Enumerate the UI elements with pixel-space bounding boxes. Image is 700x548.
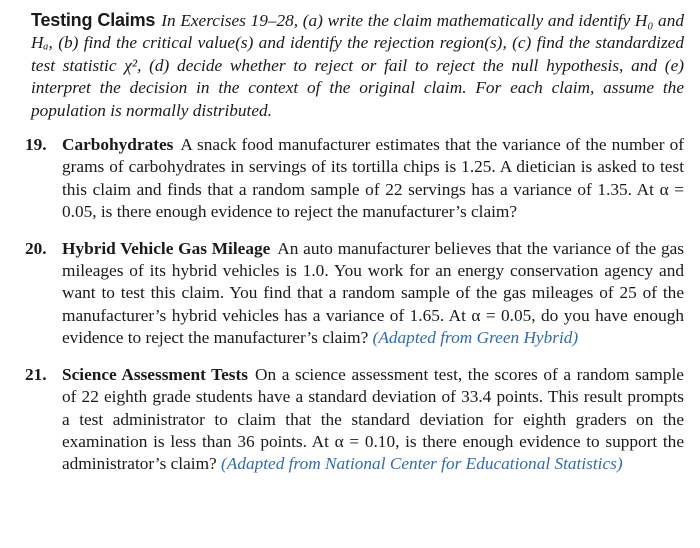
exercise-number: 20. — [25, 238, 47, 258]
exercise-item — [25, 364, 684, 476]
instructions-paragraph — [31, 9, 684, 122]
exercise-text: A snack food manufacturer estimates that the variance of the number of grams of carbohydrates in servings of its tortilla chips is 1.25. A dietician is asked to test this claim and finds that a random sample of 22 servings has a variance of 1.35. At α = 0.05, is there enough evidence to reject the manufacturer’s claim? — [62, 135, 684, 222]
exercise-number: 19. — [25, 135, 47, 155]
exercise-title: Hybrid Vehicle Gas Mileage — [62, 238, 271, 258]
exercise-text: An auto manufacturer believes that the variance of the gas mileages of its hybrid vehicles is 1.0. You work for an energy conservation agency and want to test this claim. You find that a random sample of the gas mileages of 25 of the manufacturer’s hybrid vehicles has a variance of 1.65. At α = 0.05, do you have enough evidence to reject the manufacturer’s claim? — [62, 238, 685, 348]
section-heading: Testing Claims — [31, 10, 156, 30]
instructions-text: In Exercises 19–28, (a) write the claim mathematically and identify H₀ and Hₐ, (b) find the critical value(s) and identify the rejection region(s), (c) find the standardized test statistic χ², (d) decide whether to reject or fail to reject the null hypothesis, and (e) interpret the decision in the context of the original claim. For each claim, assume the population is normally distributed. — [31, 11, 684, 120]
exercise-title: Science Assessment Tests — [62, 364, 248, 384]
exercise-text: On a science assessment test, the scores of a random sample of 22 eighth grade students have a standard deviation of 33.4 points. This result prompts a test administrator to claim that the standard deviation for eighth graders on the examination is less than 36 points. At α = 0.10, is there enough evidence to support the administrator’s claim? — [62, 364, 684, 474]
exercise-item — [25, 134, 684, 224]
exercise-number: 21. — [25, 364, 47, 384]
exercise-item — [25, 238, 685, 350]
exercise-source: (Adapted from Green Hybrid) — [372, 328, 579, 348]
exercise-source: (Adapted from National Center for Educational Statistics) — [221, 454, 623, 474]
exercise-title: Carbohydrates — [62, 135, 174, 155]
